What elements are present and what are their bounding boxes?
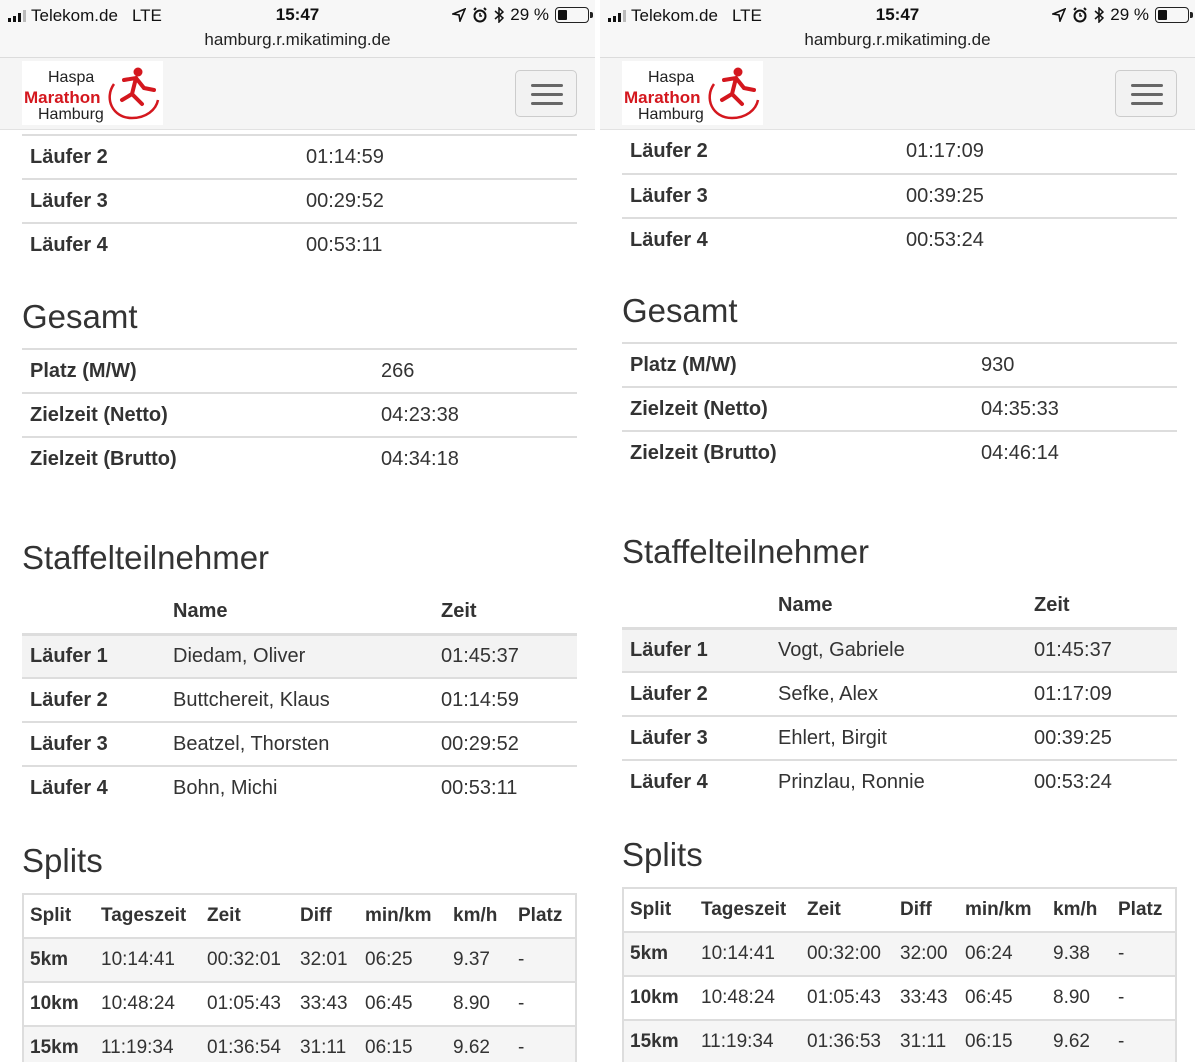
location-arrow-icon xyxy=(1052,8,1066,22)
clock: 15:47 xyxy=(275,5,320,24)
table-row: 5km 10:14:41 00:32:00 32:00 06:24 9.38 - xyxy=(623,932,1176,976)
runner-logo-icon xyxy=(702,64,760,122)
table-row: 10km 10:48:24 01:05:43 33:43 06:45 8.90 - xyxy=(623,976,1176,1020)
table-row: Läufer 3 00:29:52 xyxy=(22,179,577,223)
navbar xyxy=(600,58,1195,130)
menu-toggle-button[interactable] xyxy=(1115,70,1177,117)
address-bar-url[interactable]: hamburg.r.mikatiming.de xyxy=(804,30,991,49)
table-row: Zielzeit (Netto) 04:35:33 xyxy=(622,387,1177,431)
splits-heading: Splits xyxy=(622,836,703,873)
address-bar-url[interactable]: hamburg.r.mikatiming.de xyxy=(204,30,391,49)
table-row: 15km 11:19:34 01:36:53 31:11 06:15 9.62 - xyxy=(623,1020,1176,1062)
total-table xyxy=(622,342,1177,475)
table-row: Läufer 2 01:14:59 xyxy=(22,135,577,179)
network-type: LTE xyxy=(131,6,162,25)
battery-percent: 29 % xyxy=(1110,5,1149,24)
relay-table xyxy=(622,584,1177,804)
total-heading: Gesamt xyxy=(22,298,138,335)
table-row: 10km 10:48:24 01:05:43 33:43 06:45 8.90 - xyxy=(23,982,576,1026)
table-header-row: Name Zeit xyxy=(622,584,1177,628)
table-header-row: Name Zeit xyxy=(22,590,577,634)
table-row: Zielzeit (Brutto) 04:34:18 xyxy=(22,437,577,481)
splits-table xyxy=(22,893,577,1062)
table-row: Läufer 4 00:53:24 xyxy=(622,218,1177,262)
haspa-marathon-logo[interactable]: Haspa Marathon Hamburg xyxy=(22,61,163,125)
table-header-row: Split Tageszeit Zeit Diff min/km km/h Platz xyxy=(23,894,576,938)
table-row: Läufer 2 01:17:09 xyxy=(630,140,984,162)
menu-toggle-button[interactable] xyxy=(515,70,577,117)
relay-times-table-partial xyxy=(622,130,1177,262)
navbar xyxy=(0,58,595,130)
table-row: 15km 11:19:34 01:36:54 31:11 06:15 9.62 - xyxy=(23,1026,576,1062)
table-row: Läufer 2 Buttchereit, Klaus 01:14:59 xyxy=(22,678,577,722)
total-table xyxy=(22,348,577,481)
alarm-icon xyxy=(472,7,488,23)
status-bar xyxy=(600,0,1195,58)
splits-table xyxy=(622,887,1177,1062)
bluetooth-icon xyxy=(494,7,504,23)
alarm-icon xyxy=(1072,7,1088,23)
table-row: Läufer 3 Beatzel, Thorsten 00:29:52 xyxy=(22,722,577,766)
location-arrow-icon xyxy=(452,8,466,22)
left-screenshot xyxy=(0,0,595,1062)
runner-logo-icon xyxy=(102,64,160,122)
table-header-row: Split Tageszeit Zeit Diff min/km km/h Platz xyxy=(623,888,1176,932)
splits-heading: Splits xyxy=(22,842,103,879)
network-type: LTE xyxy=(731,6,762,25)
table-row: 5km 10:14:41 00:32:01 32:01 06:25 9.37 - xyxy=(23,938,576,982)
clock: 15:47 xyxy=(875,5,920,24)
table-row: Platz (M/W) 266 xyxy=(22,349,577,393)
table-row: Läufer 3 00:39:25 xyxy=(622,174,1177,218)
status-bar xyxy=(0,0,595,58)
relay-table xyxy=(22,590,577,810)
table-row: Platz (M/W) 930 xyxy=(622,343,1177,387)
table-row: Läufer 4 00:53:11 xyxy=(22,223,577,267)
carrier-name: Telekom.de xyxy=(31,6,118,25)
relay-heading: Staffelteilnehmer xyxy=(22,539,270,576)
haspa-marathon-logo[interactable]: Haspa Marathon Hamburg xyxy=(622,61,763,125)
table-row: Läufer 2 Sefke, Alex 01:17:09 xyxy=(622,672,1177,716)
table-row: Läufer 3 Ehlert, Birgit 00:39:25 xyxy=(622,716,1177,760)
right-screenshot xyxy=(600,0,1195,1062)
table-row: Läufer 4 Bohn, Michi 00:53:11 xyxy=(22,766,577,810)
table-row: Zielzeit (Netto) 04:23:38 xyxy=(22,393,577,437)
carrier-name: Telekom.de xyxy=(631,6,718,25)
battery-percent: 29 % xyxy=(510,5,549,24)
relay-heading: Staffelteilnehmer xyxy=(622,533,870,570)
table-row: Läufer 1 Vogt, Gabriele 01:45:37 xyxy=(622,628,1177,672)
table-row: Zielzeit (Brutto) 04:46:14 xyxy=(622,431,1177,475)
battery-icon xyxy=(555,7,589,23)
table-row: Läufer 1 Diedam, Oliver 01:45:37 xyxy=(22,634,577,678)
battery-icon xyxy=(1155,7,1189,23)
relay-times-table-partial xyxy=(22,134,577,267)
total-heading: Gesamt xyxy=(622,292,738,329)
table-row: Läufer 4 Prinzlau, Ronnie 00:53:24 xyxy=(622,760,1177,804)
bluetooth-icon xyxy=(1094,7,1104,23)
